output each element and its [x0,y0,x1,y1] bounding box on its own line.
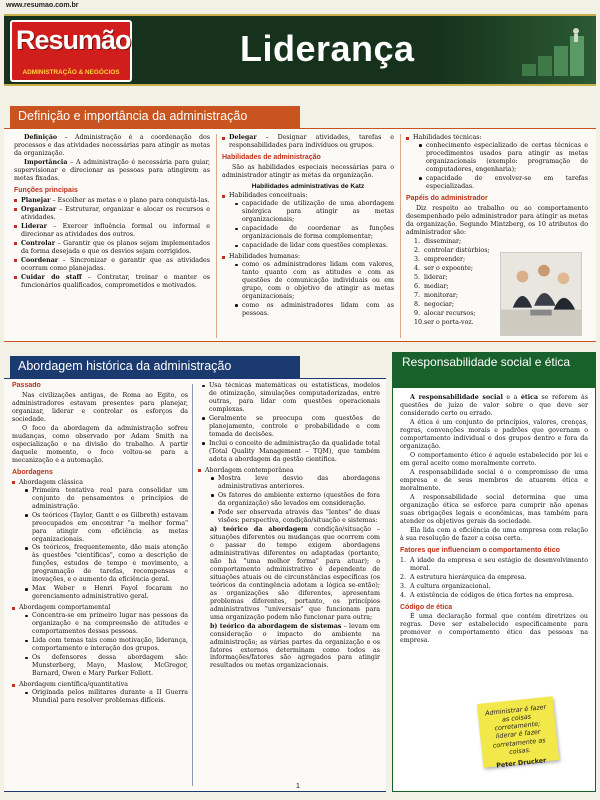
list-item: 2. controlar distúrbios; [414,246,490,254]
list-item: 3. empreender; [414,255,466,263]
list-item: Habilidades técnicas: conhecimento especializado de certas técnicas e procedimentos usados para atingir as metas organizacionais (exemplo: programação de computadores, engenharia); capacidade de envolver-se em tarefas especializadas. [406,134,588,191]
logo-subtitle: ADMINISTRAÇÃO & NEGÓCIOS [22,68,120,76]
col-etica: A responsabilidade social e a ética se referem às questões de juízo de valor sobre o que deve ser considerado certo ou errado. A ética é um conjunto de princípios, valores, crenças, regras, convenções morais e padrões que governam o comportamento individual e dos grupos dentro e fora da organização. O comportamento ético é aquele estabelecido por lei e em geral aceito como moralmente correto. A responsabilidade social é o compromisso de uma empresa e de seus membros de atuarem ética e moralmente. A responsabilidade social determina que uma organização ética se esforce para cumprir não apenas suas obrigações legais e econômicas, mas também para atender os objetivos gerais da sociedade. Ela lida com a eficiência de uma empresa com relação à sua resolução de fazer a coisa certa. Fatores que influenciam o comportamento ético 1. A idade da empresa e seu estágio de desenvolvimento moral. 2. A estrutura hierárquica da empresa. 3. A cultura organizacional. 4. A existência de códigos de ética fortes na empresa. Código de ética É uma declaração formal que contém diretrizes ou regras. Deve ser estabelecido especificamente para promover o comportamento ético das pessoas na empresa. [400,394,588,645]
list-item: 6. mediar; [414,282,449,290]
list-item: como os administradores lidam com valores, tanto quanto com as atitudes e com as questões de comunicação individuais ou em grupo, com o objetivo de atingir as metas organizacionais; [235,261,394,301]
section-header-definicao: Definição e importância da administração [10,106,300,128]
heading-funcoes: Funções principais [14,186,78,194]
list-item: 1. A idade da empresa e seu estágio de desenvolvimento moral. [400,556,588,572]
logo-name: Resumão [16,25,131,55]
list-item: 5. liderar; [414,273,448,281]
list-item: 9. alocar recursos; [414,309,476,317]
col-definicao-1: Definição – Administração é a coordenação dos processos e das atividades necessárias para atingir as metas da organização. Importância – A administração é necessária para guiar, supervisionar e direcionar as pessoas para atingirem as metas fixadas. Funções principais Planejar – Escolher as metas e o plano para conquistá-las. Organizar – Estruturar, organizar e alocar os recursos e atividades. Liderar – Exercer influência formal ou informal e direcionar as atividades dos outros. Controlar – Garantir que os planos sejam implementados da forma desejada e que os desvios sejam corrigidos. Coordenar – Sincronizar e garantir que as atividades ocorram como planejadas. Cuidar do staff – Contratar, treinar e manter os funcionários qualificados, comprometidos e motivados. [14,134,210,289]
list-item: Controlar – Garantir que os planos sejam implementados da forma desejada e que os desvios sejam corrigidos. [14,240,210,256]
list-item: Os defensores dessa abordagem são: Munsterberg, Mayo, Maslow, McGregor, Barnard, Owen e Mary Parker Follett. [25,654,188,678]
list-item: Concentra-se em primeiro lugar nas pessoas da organização e na compreensão de atitudes e comportamentos dessas pessoas. [25,612,188,636]
list-item: Geralmente se preocupa com questões de planejamento, controle e probabilidade e com tomada de decisões. [202,415,380,439]
list-item: Abordagem científica/quantitativa Originada pelos militares durante a II Guerra Mundial para resolver problemas difíceis. [12,681,188,705]
list-item: Max Weber e Henri Fayol focaram no gerenciamento administrativo geral. [25,585,188,601]
list-item: Os teóricos (Taylor, Gantt e os Gilbreth) estavam preocupados em encontrar "a melhor forma" para atingir com eficiência as metas organizacionais. [25,512,188,544]
list-item: Habilidades conceituais: capacidade de utilização de uma abordagem sinérgica para atingir as metas organizacionais; capacidade de coordenar as funções organizacionais de forma complementar; capacidade de lidar com questões complexas. [222,192,394,250]
heading-habilidades: Habilidades de administração [222,153,321,161]
list-item: capacidade de utilização de uma abordagem sinérgica para atingir as metas organizacionais; [235,200,394,224]
heading-codigo: Código de ética [400,603,453,611]
heading-fatores: Fatores que influenciam o comportamento ético [400,546,560,554]
list-item: Os teóricos, frequentemente, dão mais atenção às questões "científicas", como a descrição de funções, estudos de tempo e movimento, a programação de tarefas, recompensas e inovações, e o aumento da eficiência geral. [25,544,188,584]
list-item: 4. ser o expoente; [414,264,474,272]
list-item: Lida com temas tais como motivação, liderança, comportamento e interação dos grupos. [25,637,188,653]
heading-abordagens: Abordagens [12,468,53,476]
brand-logo [10,20,132,82]
list-item: Originada pelos militares durante a II Guerra Mundial para resolver problemas difíceis. [25,689,188,705]
list-item: capacidade de coordenar as funções organizacionais de forma complementar; [235,225,394,241]
list-item: Pode ser observada através das "lentes" de duas visões: perspectiva, condição/situação e sistemas: [211,509,380,525]
col-definicao-2: Delegar – Designar atividades, tarefas e responsabilidades para indivíduos ou grupos. Habilidades de administração São as habilidades especiais necessárias para o administrador atingir as metas da organização. Habilidades administrativas de Katz Habilidades conceituais: capacidade de utilização de uma abordagem sinérgica para atingir as metas organizacionais; capacidade de coordenar as funções organizacionais de forma complementar; capacidade de lidar com questões complexas. Habilidades humanas: como os administradores lidam com valores, tanto quanto com as atitudes e com as questões de comunicação individuais ou em grupo, com o objetivo de atingir as metas organizacionais; como os administradores lidam com as pessoas. [222,134,394,317]
list-item: conhecimento especializado de certas técnicas e procedimentos usados para atingir as metas organizacionais (exemplo: programação de computadores, engenharia); [419,142,588,174]
heading-passado: Passado [12,382,41,389]
list-item: Liderar – Exercer influência formal ou informal e direcionar as atividades dos outros. [14,223,210,239]
list-item: 2. A estrutura hierárquica da empresa. [400,573,527,581]
list-item: Cuidar do staff – Contratar, treinar e manter os funcionários qualificados, comprometidos e motivados. [14,274,210,290]
section-header-historica: Abordagem histórica da administração [10,356,300,378]
heading-papeis: Papéis do administrador [406,194,488,202]
list-item: Abordagem clássica Primeira tentativa real para consolidar um conjunto de pensamentos e princípios de administração. Os teóricos (Taylor, Gantt e os Gilbreth) estavam preocupados em encontrar "a melhor forma" para atingir com eficiência as metas organizacionais. Os teóricos, frequentemente, dão mais atenção às questões "científicas", como a descrição de funções, estudos de tempo e movimento, a programação de tarefas, recompensas e inovações, e o aumento da eficiência geral. Max Weber e Henri Fayol focaram no gerenciamento administrativo geral. [12,479,188,602]
page-number: 1 [296,783,300,790]
list-item: como os administradores lidam com as pessoas. [235,302,394,318]
quote-author: Peter Drucker [495,755,547,770]
section-header-etica: Responsabilidade social e ética [392,352,596,388]
list-item: Coordenar – Sincronizar e garantir que as atividades ocorram como planejadas. [14,257,210,273]
list-item: capacidade de envolver-se em tarefas especializadas. [419,175,588,191]
list-item: Primeira tentativa real para consolidar um conjunto de pensamentos e princípios de administração. [25,487,188,511]
site-url[interactable]: www.resumao.com.br [6,2,79,9]
list-item: capacidade de lidar com questões complexas. [235,242,394,250]
puzzle-stairs-icon [520,26,590,78]
list-funcoes [14,197,210,290]
col-historica-2: Usa técnicas matemáticas ou estatísticas, modelos de otimização, simulações computadorizadas, entre outras, para lidar com questões operacionais complexas. Geralmente se preocupa com questões de planejamento, controle e probabilidade e com tomada de decisões. Inclui o conceito de administração da qualidade total (Total Quality Management – TQM), que também adota a abordagem da gestão científica. Abordagem contemporânea Mostra leve desvio das abordagens administrativas anteriores. Os fatores do ambiente externo (questões de fora da organização) são levados em consideração. Pode ser observada através das "lentes" de duas visões: perspectiva, condição/situação e sistemas: a) teórico da abordagem condição/situação – situações diferentes ou mudanças que ocorrem com o passar do tempo exigem abordagens administrativas diferentes ou adaptadas (portanto, não há "uma melhor forma" para atuar); o comportamento administrativo é dependente de situações atuais ou de circunstâncias específicas (os teóricos da contingência adotam a lógica se-então); as organizações são diferentes, apresentam problemas diferentes, portanto, os princípios administrativos "universais" que funcionam para uma organização podem não funcionar para outra; b) teórico da abordagem de sistemas – levam em consideração o impacto do ambiente na administração; as várias partes da organização e os fatores externos determinam como todos as informações/fatores são agregados para atingir resultados ou metas organizacionais. [198,382,380,788]
list-item: Abordagem comportamental Concentra-se em primeiro lugar nas pessoas da organização e na compreensão de atitudes e comportamentos dessas pessoas. Lida com temas tais como motivação, liderança, comportamento e interação dos grupos. Os defensores dessa abordagem são: Munsterberg, Mayo, Maslow, McGregor, Barnard, Owen e Mary Parker Follett. [12,604,188,678]
list-item: 10. ser o porta-voz. [414,318,474,326]
list-item: 7. monitorar; [414,291,459,299]
list-item: Mostra leve desvio das abordagens administrativas anteriores. [211,475,380,491]
quote-note [477,696,559,768]
list-item: Usa técnicas matemáticas ou estatísticas, modelos de otimização, simulações computadorizadas, entre outras, para lidar com questões operacionais complexas. [202,382,380,414]
quote-text: Administrar é fazer as coisas corretamente; liderar é fazer corretamente as coisas. [484,702,547,756]
list-item: 4. A existência de códigos de ética fortes na empresa. [400,591,575,599]
list-item: Inclui o conceito de administração da qualidade total (Total Quality Management – TQM), que também adota a abordagem da gestão científica. [202,440,380,464]
list-item: 3. A cultura organizacional. [400,582,491,590]
list-item: Habilidades humanas: como os administradores lidam com valores, tanto quanto com as atitudes e com as questões de comunicação individuais ou em grupo, com o objetivo de atingir as metas organizacionais; como os administradores lidam com as pessoas. [222,253,394,318]
col-historica-1: Passado Nas civilizações antigas, de Roma ao Egito, os administradores estavam presentes para planejar, organizar, liderar e controlar os esforços da sociedade. O foco da abordagem da administração sofreu mudanças, como observado por Adam Smith na especialização e na divisão do trabalho. A partir daquele momento, o foco voltou-se para a mecanização e a automação. Abordagens Abordagem clássica Primeira tentativa real para consolidar um conjunto de pensamentos e princípios de administração. Os teóricos (Taylor, Gantt e os Gilbreth) estavam preocupados em encontrar "a melhor forma" para atingir com eficiência as metas organizacionais. Os teóricos, frequentemente, dão mais atenção às questões "científicas", como a descrição de funções, estudos de tempo e movimento, a programação de tarefas, recompensas e inovações, e o aumento da eficiência geral. Max Weber e Henri Fayol focaram no gerenciamento administrativo geral. Abordagem comportamental Concentra-se em primeiro lugar nas pessoas da organização e na compreensão de atitudes e comportamentos dessas pessoas. Lida com temas tais como motivação, liderança, comportamento e interação dos grupos. Os defensores dessa abordagem são: Munsterberg, Mayo, Maslow, McGregor, Barnard, Owen e Mary Parker Follett. Abordagem científica/quantitativa Originada pelos militares durante a II Guerra Mundial para resolver problemas difíceis. [12,382,188,705]
page-title: Liderança [240,28,415,69]
executives-meeting-photo [500,252,582,336]
list-item: 1. disseminar; [414,237,462,245]
list-item: Planejar – Escolher as metas e o plano para conquistá-las. [14,197,210,205]
list-item: Os fatores do ambiente externo (questões de fora da organização) são levados em consideração. [211,492,380,508]
list-item: Organizar – Estruturar, organizar e alocar os recursos e atividades. [14,206,210,222]
list-item: Delegar – Designar atividades, tarefas e responsabilidades para indivíduos ou grupos. [222,134,394,150]
col-definicao-3: Habilidades técnicas: conhecimento especializado de certas técnicas e procedimentos usados para atingir as metas organizacionais (exemplo: programação de computadores, engenharia); capacidade de envolver-se em tarefas especializadas. Papéis do administrador Diz respeito ao trabalho ou ao comportamento desempenhado pelo administrador para atingir as metas da organização. Segundo Mintzberg, os 10 atributos do administrador são: 1. disseminar; 2. controlar distúrbios; 3. empreender; 4. ser o expoente; 5. liderar; 6. mediar; 7. monitorar; 8. negociar; 9. alocar recursos; 10. ser o porta-voz. [406,134,588,326]
list-item: 8. negociar; [414,300,455,308]
heading-katz: Habilidades administrativas de Katz [251,182,365,190]
list-item: Abordagem contemporânea Mostra leve desvio das abordagens administrativas anteriores. Os fatores do ambiente externo (questões de fora da organização) são levados em consideração. Pode ser observada através das "lentes" de duas visões: perspectiva, condição/situação e sistemas: [198,467,380,525]
